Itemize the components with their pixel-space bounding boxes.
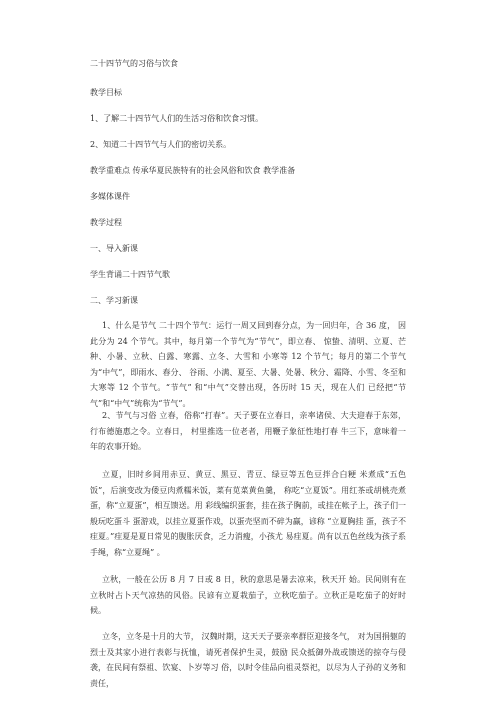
recite-line: 学生背诵二十四节气歌 — [90, 270, 170, 279]
key-points: 教学重难点 传承华夏民族特有的社会风俗和饮食 教学准备 — [90, 166, 296, 175]
paragraph-autumn-custom: 立秋，一般在公历 8 月 7 日或 8 日，秋的意思是暑去凉来，秋天开 始。民间则有在立秋时占卜天气凉热的风俗。民谚有立夏栽茄子，立秋吃茄子。立秋正是吃茄子的好时候。 — [90, 575, 406, 616]
paragraph-spring-custom: 2、节气与习俗 立春，俗称“打春”。天子要在立春日，亲率诸侯、大夫迎春于东郊， 行布德施惠之令。立春日， 村里推选一位老者，用鞭子象征性地打春 牛三下，意味着一年的农事开始。 — [90, 411, 406, 452]
goal-item-2: 2、知道二十四节气与人们的密切关系。 — [90, 140, 232, 149]
document-title: 二十四节气的习俗与饮食 — [90, 59, 178, 68]
paragraph-summer-custom: 立夏，旧时乡间用赤豆、黄豆、黑豆、青豆、绿豆等五色豆拌合白粳 米煮成“五色饭”，后演变改为倭豆肉煮糯米饭，菜有苋菜黄鱼羹， 称吃“立夏饭”。用红茶或胡桃壳煮蛋，称“立夏蛋”，相互馈送。用 彩线编织蛋套，挂在孩子胸前，或挂在帐子上，孩子们一般玩吃蛋斗 蛋游戏，以挂立夏蛋作戏，以蛋壳坚而不碎为赢，谚称 “立夏胸挂 蛋，孩子不疰夏。”疰夏是夏日常见的腹胀厌食，乏力消瘦，小孩尤 易疰夏。尚有以五色丝线为孩子系手绳，称“立夏绳” 。 — [90, 470, 406, 557]
process-heading: 教学过程 — [90, 218, 122, 227]
paragraph-solar-terms: 1、什么是节气 二十四个节气：运行一周又回到春分点，为一回归年，合 36 度， 因此分为 24 个节气。其中，每月第一个节气为“节气”，即立春、 惊蛰、清明、立夏、芒种、小暑、立秋、白露、寒露、立冬、大雪和 小寒等 12 个节气；每月的第二个节气为“中气”，即雨水、春分、 谷雨、小满、夏至、大暑、处暑、秋分、霜降、小雪、冬至和大寒等 12 个节气。“节气” 和“中气”交替出现，各历时 15 天，现在人们 已经把“节气”和“中气”统称为“节气”。 — [90, 321, 406, 408]
section-2-heading: 二、学习新课 — [90, 296, 138, 305]
paragraph-winter-custom: 立冬，立冬是十月的大节， 汉魏时期，这天天子要亲率群臣迎接冬气， 对为国捐躯的烈士及其家小进行表彰与抚恤，请死者保护生灵，鼓励 民众抵御外战或馈送的掠夺与侵袭，在民间有祭祖、饮宴、卜岁等习 俗，以时令佳品向祖灵祭祀，以尽为人子孙的义务和责任， — [90, 632, 406, 688]
media-line: 多媒体课件 — [90, 192, 130, 201]
goal-heading: 教学目标 — [90, 88, 122, 97]
goal-item-1: 1、了解二十四节气人们的生活习俗和饮食习惯。 — [90, 114, 264, 123]
section-1-heading: 一、导入新课 — [90, 244, 138, 253]
